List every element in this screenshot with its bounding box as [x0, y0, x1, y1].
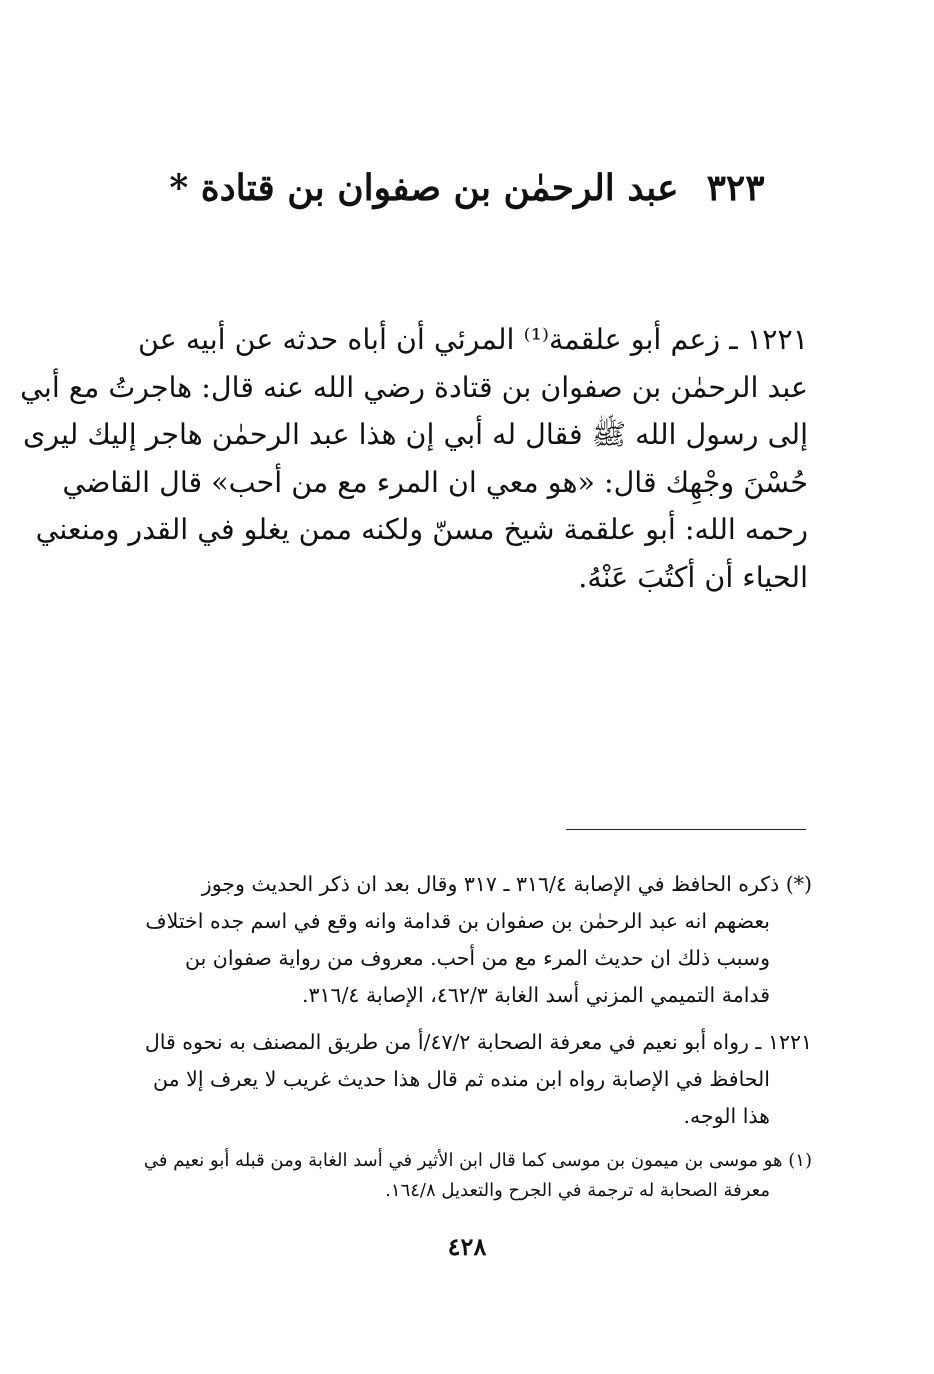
footnote-line: الحافظ في الإصابة رواه ابن منده ثم قال هذا حديث غريب لا يعرف إلا من [153, 1067, 770, 1091]
text-line: ١٢٢١ ـ زعم أبو علقمة⁽¹⁾ المرئي أن أباه حدثه عن أبيه عن [138, 323, 809, 356]
footnote-line: معرفة الصحابة له ترجمة في الجرح والتعديل ١٦٤/٨. [385, 1180, 770, 1201]
text-line: الحياء أن أكتُبَ عَنْهُ. [578, 560, 808, 594]
footnote-star [134, 866, 812, 1014]
chapter-heading [140, 160, 794, 216]
chapter-number: ٣٢٣ [706, 167, 765, 209]
footnote-line: وسبب ذلك ان حديث المرء مع من أحب. معروف من رواية صفوان بن [184, 946, 770, 970]
footnote-line: هذا الوجه. [683, 1104, 770, 1128]
text-line: رحمه الله: أبو علقمة شيخ مسنّ ولكنه ممن يغلو في القدر ومنعني [35, 513, 808, 546]
footnote-line: (١) هو موسى بن ميمون بن موسى كما قال ابن الأثير في أسد الغابة ومن قبله أبو نعيم في [143, 1150, 812, 1171]
footnote-line: بعضهم انه عبد الرحمٰن بن صفوان بن قدامة وانه وقع في اسم جده اختلاف [145, 909, 770, 933]
footnote-one [134, 1146, 812, 1206]
text-line: حُسْنَ وجْهِك قال: «هو معي ان المرء مع من أحب» قال القاضي [62, 465, 808, 499]
footnote-line: (*) ذكره الحافظ في الإصابة ٣١٦/٤ ـ ٣١٧ وقال بعد ان ذكر الحديث وجوز [201, 872, 812, 896]
footnote-hadith [134, 1024, 812, 1135]
text-line: إلى رسول الله ﷺ فقال له أبي إن هذا عبد الرحمٰن هاجر إليك ليرى [23, 418, 808, 451]
chapter-title: عبد الرحمٰن بن صفوان بن قتادة * [169, 167, 679, 209]
main-text [20, 316, 809, 601]
text-line: عبد الرحمٰن بن صفوان بن قتادة رضي الله عنه قال: هاجرتُ مع أبي [20, 370, 808, 404]
footnote-line: قدامة التميمي المزني أسد الغابة ٤٦٢/٣، الإصابة ٣١٦/٤. [301, 983, 770, 1007]
footnote-line: ١٢٢١ ـ رواه أبو نعيم في معرفة الصحابة ٤٧/٢/أ من طريق المصنف به نحوه قال [144, 1030, 812, 1054]
footnote-separator [566, 829, 806, 830]
page-number: ٤٢٨ [447, 1232, 487, 1261]
